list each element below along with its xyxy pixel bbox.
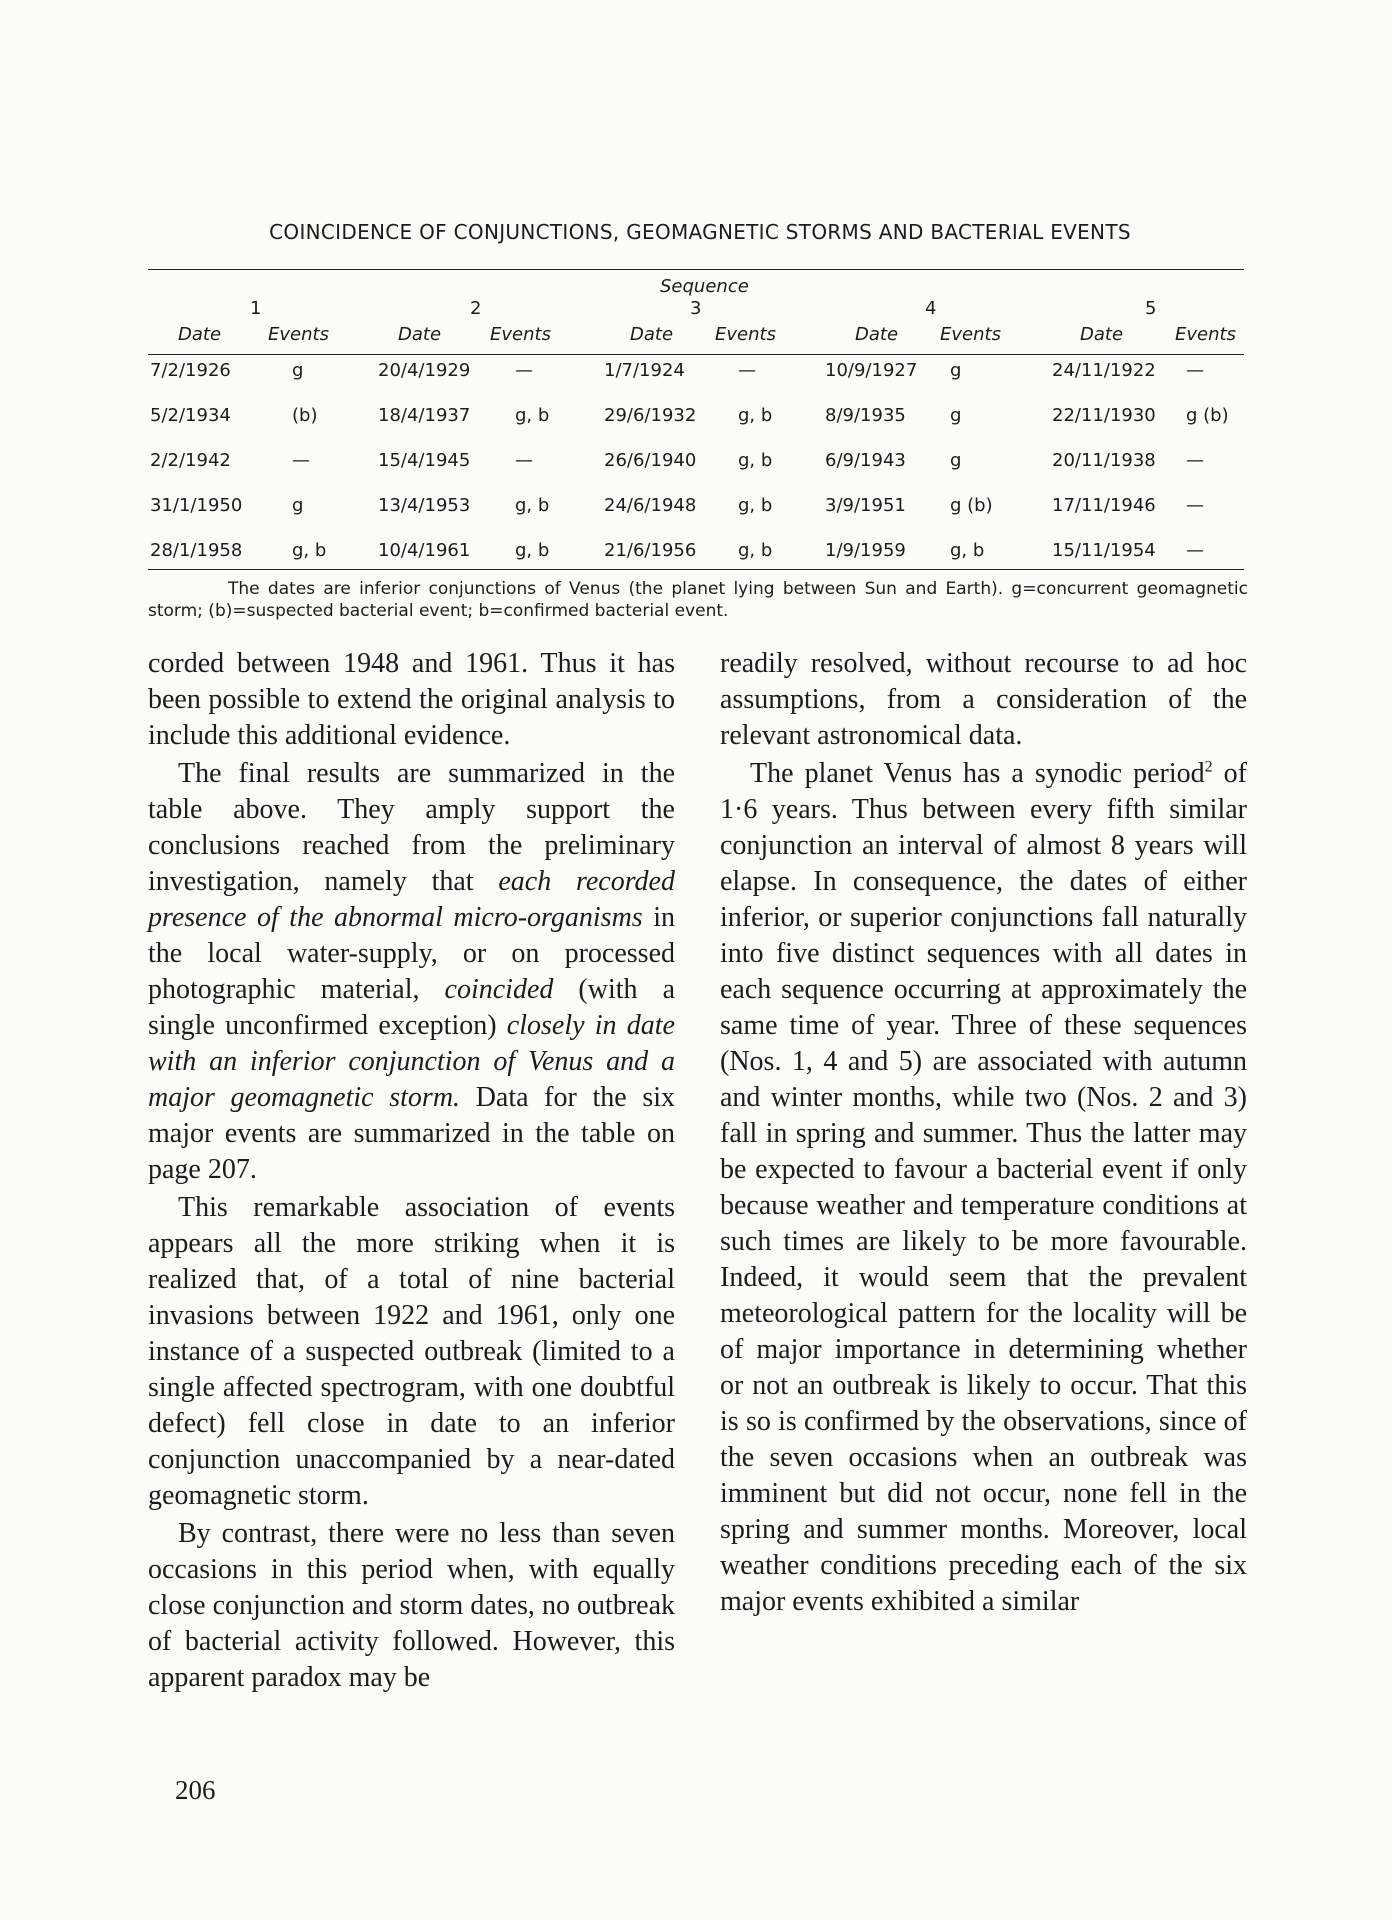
date-cell: 22/11/1930: [1052, 405, 1156, 426]
date-cell: 21/6/1956: [604, 540, 697, 561]
date-cell: 5/2/1934: [150, 405, 231, 426]
events-cell: —: [1186, 540, 1204, 561]
column-header-events: Events: [715, 324, 776, 345]
date-cell: 10/4/1961: [378, 540, 471, 561]
column-header-events: Events: [1175, 324, 1236, 345]
events-cell: —: [292, 450, 310, 471]
events-cell: —: [1186, 495, 1204, 516]
column-header-date: Date: [630, 324, 674, 345]
sequence-number: 3: [690, 298, 702, 319]
column-header-events: Events: [490, 324, 551, 345]
date-cell: 10/9/1927: [825, 360, 918, 381]
text-run: of 1·6 years. Thus between every fifth similar conjunction an interval of almost 8 years will elapse. In consequence, the dates of either inferior, or superior conjunctions fall naturally into five distinct sequences with all dates in each sequence occurring at approximately the same time of year. Three of these sequences (Nos. 1, 4 and 5) are associated with autumn and winter months, while two (Nos. 2 and 3) fall in spring and summer. Thus the latter may be expected to favour a bacterial event if only because weather and temperature conditions at such times are likely to be more favourable. Indeed, it would seem that the prevalent meteorological pattern for the locality will be of major importance in determining whether or not an outbreak is likely to occur. That this is so is confirmed by the observations, since of the seven occasions when an outbreak was imminent but did not occur, none fell in the spring and summer months. Moreover, local weather conditions preceding each of the six major events exhibited a similar: [720, 758, 1247, 1617]
column-header-events: Events: [268, 324, 329, 345]
table-caption: [148, 578, 1248, 622]
events-cell: g: [950, 405, 962, 426]
date-cell: 3/9/1951: [825, 495, 906, 516]
events-cell: g: [950, 360, 962, 381]
column-header-date: Date: [398, 324, 442, 345]
text-run: The planet Venus has a synodic period: [750, 758, 1205, 789]
date-cell: 15/11/1954: [1052, 540, 1156, 561]
paragraph: [720, 756, 1247, 1620]
date-cell: 8/9/1935: [825, 405, 906, 426]
text-run: The final results are summarized in the table above. They amply support the conclusions reached from the preliminary investigation, namely that: [148, 758, 675, 897]
date-cell: 7/2/1926: [150, 360, 231, 381]
events-cell: g, b: [738, 450, 773, 471]
events-cell: g, b: [515, 540, 550, 561]
text-run: (with a single unconfirmed exception): [148, 974, 675, 1041]
column-header-date: Date: [1080, 324, 1124, 345]
date-cell: 17/11/1946: [1052, 495, 1156, 516]
date-cell: 13/4/1953: [378, 495, 471, 516]
sequence-number: 4: [925, 298, 937, 319]
paragraph: corded between 1948 and 1961. Thus it has been possible to extend the original analysis to include this additional evidence.: [148, 648, 675, 751]
events-cell: g: [292, 360, 304, 381]
events-cell: —: [515, 360, 533, 381]
date-cell: 1/7/1924: [604, 360, 685, 381]
events-cell: g: [292, 495, 304, 516]
date-cell: 31/1/1950: [150, 495, 243, 516]
events-cell: g, b: [738, 405, 773, 426]
date-cell: 20/4/1929: [378, 360, 471, 381]
events-cell: —: [515, 450, 533, 471]
events-cell: g, b: [738, 540, 773, 561]
date-cell: 26/6/1940: [604, 450, 697, 471]
events-cell: g, b: [515, 405, 550, 426]
column-header-events: Events: [940, 324, 1001, 345]
sequence-number: 5: [1145, 298, 1157, 319]
events-cell: g, b: [515, 495, 550, 516]
date-cell: 24/6/1948: [604, 495, 697, 516]
date-cell: 15/4/1945: [378, 450, 471, 471]
table-header-rule: [148, 354, 1244, 355]
events-cell: —: [738, 360, 756, 381]
body-column-right: [720, 646, 1247, 1620]
column-header-date: Date: [178, 324, 222, 345]
events-cell: —: [1186, 360, 1204, 381]
paragraph: readily resolved, without recourse to ad hoc assumptions, from a consideration of the relevant astronomical data.: [720, 648, 1247, 751]
events-cell: g (b): [1186, 405, 1229, 426]
running-header: COINCIDENCE OF CONJUNCTIONS, GEOMAGNETIC STORMS AND BACTERIAL EVENTS: [269, 220, 1131, 244]
text-run: in the local water-supply, or on processed photographic material,: [148, 902, 676, 1005]
page-number: 206: [175, 1775, 216, 1805]
emphasis: coincided: [444, 974, 554, 1005]
table-bottom-rule: [148, 569, 1244, 570]
events-cell: g, b: [738, 495, 773, 516]
sequence-number: 1: [250, 298, 262, 319]
paragraph: [148, 756, 675, 1188]
date-cell: 2/2/1942: [150, 450, 231, 471]
date-cell: 29/6/1932: [604, 405, 697, 426]
events-cell: (b): [292, 405, 318, 426]
table-caption-text: The dates are inferior conjunctions of Venus (the planet lying between Sun and Earth). g=concurrent geomagnetic storm; (b)=suspected bacterial event; b=confirmed bacterial event.: [148, 579, 1248, 621]
events-cell: g (b): [950, 495, 993, 516]
date-cell: 6/9/1943: [825, 450, 906, 471]
paragraph: By contrast, there were no less than seven occasions in this period when, with equally close conjunction and storm dates, no outbreak of bacterial activity followed. However, this apparent paradox may be: [148, 1518, 675, 1693]
table-top-rule: [148, 269, 1244, 270]
footnote-ref[interactable]: 2: [1204, 758, 1213, 776]
date-cell: 24/11/1922: [1052, 360, 1156, 381]
events-cell: —: [1186, 450, 1204, 471]
emphasis: each recorded presence of the abnormal micro-organisms: [148, 866, 675, 933]
sequence-number: 2: [470, 298, 482, 319]
events-cell: g, b: [292, 540, 327, 561]
events-cell: g, b: [950, 540, 985, 561]
date-cell: 1/9/1959: [825, 540, 906, 561]
date-cell: 28/1/1958: [150, 540, 243, 561]
body-column-left: [148, 646, 675, 1696]
text-run: Data for the six major events are summarized in the table on page 207.: [148, 1082, 675, 1185]
events-cell: g: [950, 450, 962, 471]
column-header-date: Date: [855, 324, 899, 345]
paragraph: This remarkable association of events appears all the more striking when it is realized that, of a total of nine bacterial invasions between 1922 and 1961, only one instance of a suspected outbreak (limited to a single affected spectrogram, with one doubtful defect) fell close in date to an inferior conjunction unaccompanied by a near-dated geomagnetic storm.: [148, 1192, 675, 1511]
sequence-label: Sequence: [660, 276, 749, 297]
date-cell: 20/11/1938: [1052, 450, 1156, 471]
date-cell: 18/4/1937: [378, 405, 471, 426]
emphasis: closely in date with an inferior conjunction of Venus and a major geomagnetic storm.: [148, 1010, 675, 1113]
